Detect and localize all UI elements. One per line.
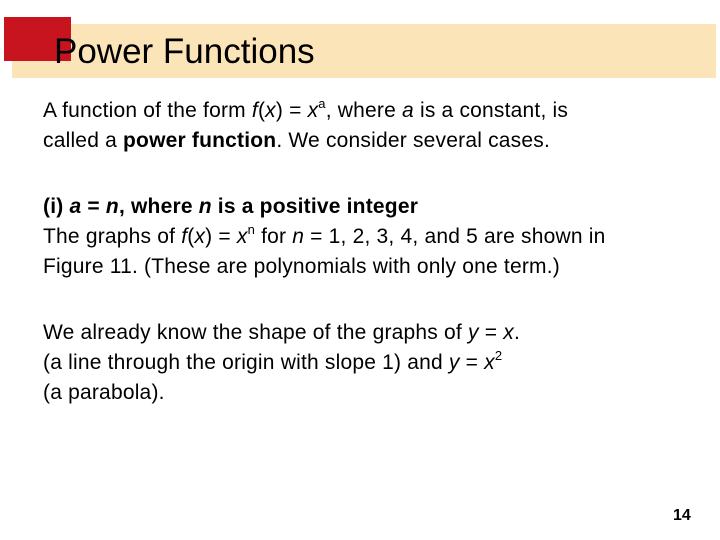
shapes-paragraph [43,318,693,408]
text-span: ) = [205,225,237,248]
intro-line-1 [43,96,693,126]
bold-term: power function [123,129,277,152]
var-n: n [198,195,212,218]
var-y: y [448,351,460,374]
intro-paragraph [43,96,693,156]
text-span: = [81,195,106,218]
var-n: n [292,225,305,248]
var-a: a [69,195,82,218]
var-x: x [236,225,248,248]
var-x: x [484,351,495,374]
text-span: = [459,351,485,374]
text-span: called a [43,129,124,152]
text-span: (i) [43,195,70,218]
intro-line-2 [43,126,693,156]
var-f: f [251,99,258,122]
shapes-line-2 [43,348,693,378]
slide-title: Power Functions [54,32,315,71]
text-span: = 1, 2, 3, 4, and 5 are shown in [304,225,606,248]
shapes-line-1 [43,318,693,348]
text-span: is a positive integer [211,195,419,218]
text-span: = [478,321,504,344]
text-span: , where [118,195,199,218]
case-1-heading [43,192,693,222]
shapes-line-3: (a parabola). [43,381,165,404]
text-span: is a constant, is [413,99,569,122]
text-span: . We consider several cases. [276,129,550,152]
case-1-paragraph [43,192,693,282]
var-x: x [194,225,206,248]
var-f: f [181,225,188,248]
text-span: . [513,321,520,344]
var-a: a [402,99,414,122]
text-span: ( [187,225,195,248]
text-span: , where [325,99,403,122]
var-n: n [105,195,119,218]
var-y: y [467,321,479,344]
var-x: x [307,99,319,122]
text-span: ( [257,99,266,122]
text-span: We already know the shape of the graphs of [43,321,468,344]
exponent-2: 2 [494,348,503,363]
text-span: A function of the form [43,99,252,122]
var-x: x [265,99,276,122]
text-span: The graphs of [43,225,182,248]
text-span: ) = [275,99,308,122]
exponent-n: n [247,222,256,237]
var-x: x [503,321,514,344]
exponent-a: a [318,96,326,111]
page-number: 14 [673,507,691,524]
case-1-line-2: Figure 11. (These are polynomials with only one term.) [43,255,560,278]
case-1-line-1 [43,222,693,252]
text-span: (a line through the origin with slope 1) and [43,351,449,374]
text-span: for [255,225,293,248]
